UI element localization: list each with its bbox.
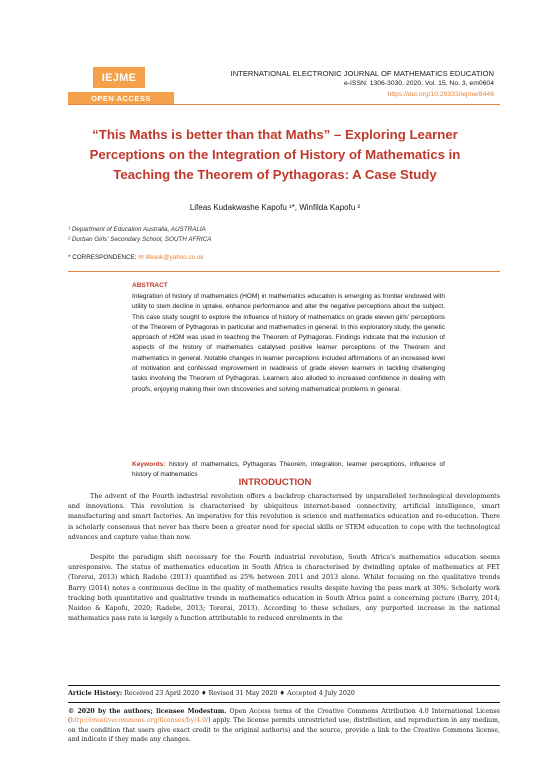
intro-paragraph-2: Despite the paradigm shift necessary for the Fourth industrial revolution, South Africa's mathematics education seems unresponsive. The status of mathematics education in South Africa is characterised by dwindling uptake of mathematics at FET (Torerai, 2013) which Radebe (2013) quantified as 25% between 2011 and 2013 alone. Whilst focusing on the qualitative trends Barry (2014) notes a continuous decline in the quality of mathematics results despite having the pass mark at 30%. Scholarly work tracking both quantitative and qualitative trends in mathematics education in South Africa paint a concerning picture (Barry, 2014; Naidoo & Kapofu, 2020; Radebe, 2013; Torerai, 2013). According to these scholars, any purported increase in the national mathematics pass rate is largely a function attributable to reduced enrolments in the bbox=[68, 554, 500, 623]
history-dates: Received 23 April 2020 ♦ Revised 31 May 2020 ♦ Accepted 4 July 2020 bbox=[122, 690, 355, 697]
affiliation-1: ¹ Department of Education Australia, AUSTRALIA bbox=[68, 226, 206, 233]
license-post: ) apply. The license permits unrestricted use, distribution, and reproduction in any medium, on the condition that users give exact credit to the original author(s) and the source, provide a link to the Creative Commons license, and indicate if they made any changes. bbox=[68, 717, 500, 744]
abstract-body: Integration of history of mathematics (HOM) in mathematics education is emerging as frontier endowed with utility to stem decline in uptake, enhance performance and alter the negative perceptions about the subject. This case study sought to explore the influence of history of mathematics on grade eleven girls' perceptions of the Theorem of Pythagoras in particular and mathematics in general. In this exploratory study, the genetic approach of HOM was used in teaching the Theorem of Pythagoras. Findings indicate that the inclusion of aspects of the history of mathematics catalysed positive learner perceptions of the Theorem and mathematics in general. Notable changes in learner perceptions included affirmations of an increased level of motivation and confessed improvement in readiness of grade eleven learners in tackling challenging tasks involving the Theorem of Pythagoras. Learners also alluded to increased confidence in dealing with proofs, enjoying making their own discoveries and solving mathematical problems in general. bbox=[132, 293, 445, 393]
introduction-heading: INTRODUCTION bbox=[238, 477, 312, 488]
author-list: Lifeas Kudakwashe Kapofu ¹*, Winfilda Kapofu ² bbox=[189, 203, 361, 212]
keywords-text: history of mathematics, Pythagoras Theorem, integration, learner perceptions, influence of history of mathematics bbox=[132, 461, 445, 479]
license-url[interactable]: http://creativecommons.org/licenses/by/4.0/ bbox=[70, 717, 209, 725]
title-line-1: “This Maths is better than that Maths” – Exploring Learner bbox=[92, 127, 458, 142]
intro-paragraph-1: The advent of the Fourth industrial revolution offers a backdrop characterised by unparalleled technological developments and innovations. This revolution is characterised by ubiquitous internet-based connectivity, artificial intelligence, smart manufacturing and smart factories. An imperative for this revolution is science and mathematics education and re-education. There is scholarly consensus that never has there been a greater need for special skills or STEM education to cope with the technological advances and capture value than now. bbox=[68, 493, 500, 541]
correspondence-line bbox=[68, 254, 204, 261]
mail-icon: ✉ bbox=[138, 254, 144, 261]
correspondence-label: * CORRESPONDENCE: bbox=[68, 254, 139, 261]
paper-title bbox=[70, 125, 480, 185]
title-line-2: Perceptions on the Integration of History of Mathematics in bbox=[89, 147, 461, 162]
correspondence-divider bbox=[68, 271, 500, 272]
title-line-3: Teaching the Theorem of Pythagoras: A Case Study bbox=[113, 167, 437, 182]
license-holder: © 2020 by the authors; licensee Modestum. bbox=[68, 708, 227, 715]
journal-logo bbox=[93, 67, 145, 88]
article-history bbox=[68, 690, 355, 697]
license-pre: Open Access terms of the Creative Commons Attribution 4.0 International License ( bbox=[68, 708, 500, 725]
journal-logo-text: IEJME bbox=[101, 71, 137, 84]
header-divider bbox=[68, 104, 500, 105]
history-label: Article History: bbox=[68, 690, 123, 697]
footer-divider-top bbox=[68, 685, 500, 686]
footer-divider-bottom bbox=[68, 702, 500, 703]
open-access-label: OPEN ACCESS bbox=[91, 93, 151, 103]
journal-name: INTERNATIONAL ELECTRONIC JOURNAL OF MATHEMATICS EDUCATION bbox=[230, 69, 494, 78]
journal-issn: e-ISSN: 1306-3030. 2020, Vol. 15, No. 3, em0604 bbox=[343, 80, 494, 87]
keywords-label: Keywords: bbox=[132, 461, 166, 468]
abstract-heading: ABSTRACT bbox=[132, 282, 168, 289]
correspondence-email[interactable]: lifeask@yahoo.co.uk bbox=[145, 254, 204, 261]
doi-link[interactable]: https://doi.org/10.29333/iejme/8446 bbox=[387, 91, 494, 98]
open-access-badge bbox=[68, 92, 174, 104]
affiliation-2: ² Durban Girls' Secondary School, SOUTH AFRICA bbox=[68, 236, 212, 243]
license-text bbox=[68, 707, 500, 745]
